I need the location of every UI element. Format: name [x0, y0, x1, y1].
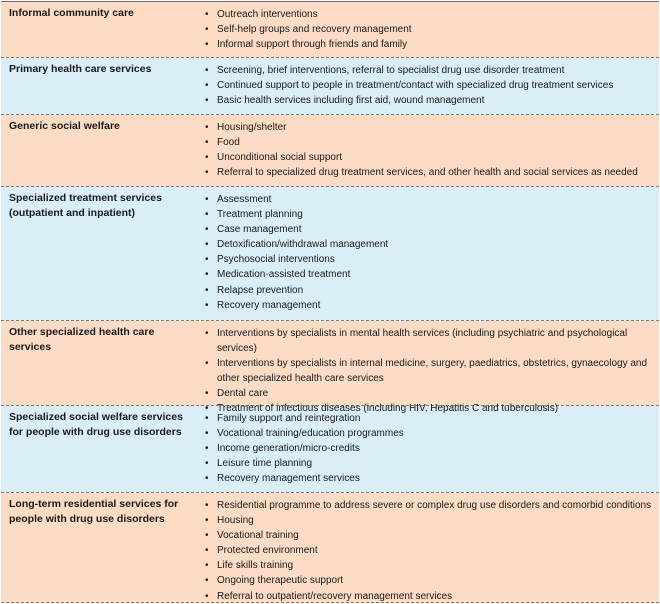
service-item: • Assessment [217, 192, 653, 207]
service-item: • Treatment planning [217, 207, 653, 222]
service-item: • Recovery management [217, 298, 653, 313]
service-list [193, 493, 659, 602]
service-item: • Housing [217, 513, 653, 528]
service-list [193, 115, 659, 186]
service-row-primary-health-care [1, 58, 659, 115]
service-item: • Screening, brief interventions, referral to specialist drug use disorder treatment [217, 63, 653, 78]
service-item: • Medication-assisted treatment [217, 267, 653, 282]
service-item: • Basic health services including first aid, wound management [217, 93, 653, 108]
service-item: • Psychosocial interventions [217, 252, 653, 267]
service-item: • Relapse prevention [217, 283, 653, 298]
category-label: Other specialized health care services [9, 326, 155, 353]
category-label: Primary health care services [9, 63, 152, 75]
service-item: • Continued support to people in treatment/contact with specialized drug treatment services [217, 78, 653, 93]
service-item: • Protected environment [217, 543, 653, 558]
category-label: Specialized social welfare services for people with drug use disorders [9, 411, 183, 438]
service-row-long-term-residential [1, 493, 659, 603]
service-item: • Life skills training [217, 558, 653, 573]
service-list [193, 58, 659, 114]
category-label: Long-term residential services for people with drug use disorders [9, 498, 179, 525]
service-item: • Recovery management services [217, 471, 653, 486]
service-row-specialized-social-welfare [1, 406, 659, 493]
service-item: • Housing/shelter [217, 120, 653, 135]
category-label: Generic social welfare [9, 120, 120, 132]
service-item: • Treatment of infectious diseases (including HIV, Hepatitis C and tuberculosis) [217, 401, 653, 416]
service-item: • Outreach interventions [217, 7, 653, 22]
service-item: • Interventions by specialists in mental health services (including psychiatric and psychological services) [217, 326, 653, 356]
service-item: • Family support and reintegration [217, 411, 653, 426]
services-table [1, 1, 659, 603]
service-item: • Unconditional social support [217, 150, 653, 165]
service-item: • Referral to outpatient/recovery management services [217, 589, 653, 604]
service-item: • Ongoing therapeutic support [217, 573, 653, 588]
service-row-other-specialized-health [1, 321, 659, 415]
service-list [193, 187, 659, 320]
service-item: • Vocational training/education programmes [217, 426, 653, 441]
service-list [193, 2, 659, 57]
service-item: • Informal support through friends and family [217, 37, 653, 52]
service-item: • Food [217, 135, 653, 150]
category-label: Specialized treatment services (outpatient and inpatient) [9, 192, 162, 219]
service-row-generic-social-welfare [1, 115, 659, 187]
service-row-informal-care [1, 2, 659, 58]
service-list [193, 321, 659, 415]
category-label: Informal community care [9, 7, 134, 19]
service-row-specialized-treatment [1, 187, 659, 321]
service-item: • Leisure time planning [217, 456, 653, 471]
service-item: • Case management [217, 222, 653, 237]
service-item: • Self-help groups and recovery management [217, 22, 653, 37]
service-item: • Detoxification/withdrawal management [217, 237, 653, 252]
service-item: • Interventions by specialists in internal medicine, surgery, paediatrics, obstetrics, gynaecology and other specialized health care services [217, 356, 653, 386]
service-list [193, 406, 659, 492]
service-item: • Vocational training [217, 528, 653, 543]
service-item: • Income generation/micro-credits [217, 441, 653, 456]
service-item: • Dental care [217, 386, 653, 401]
service-item: • Referral to specialized drug treatment services, and other health and social services as needed [217, 165, 653, 180]
service-item: • Residential programme to address severe or complex drug use disorders and comorbid conditions [217, 498, 653, 513]
